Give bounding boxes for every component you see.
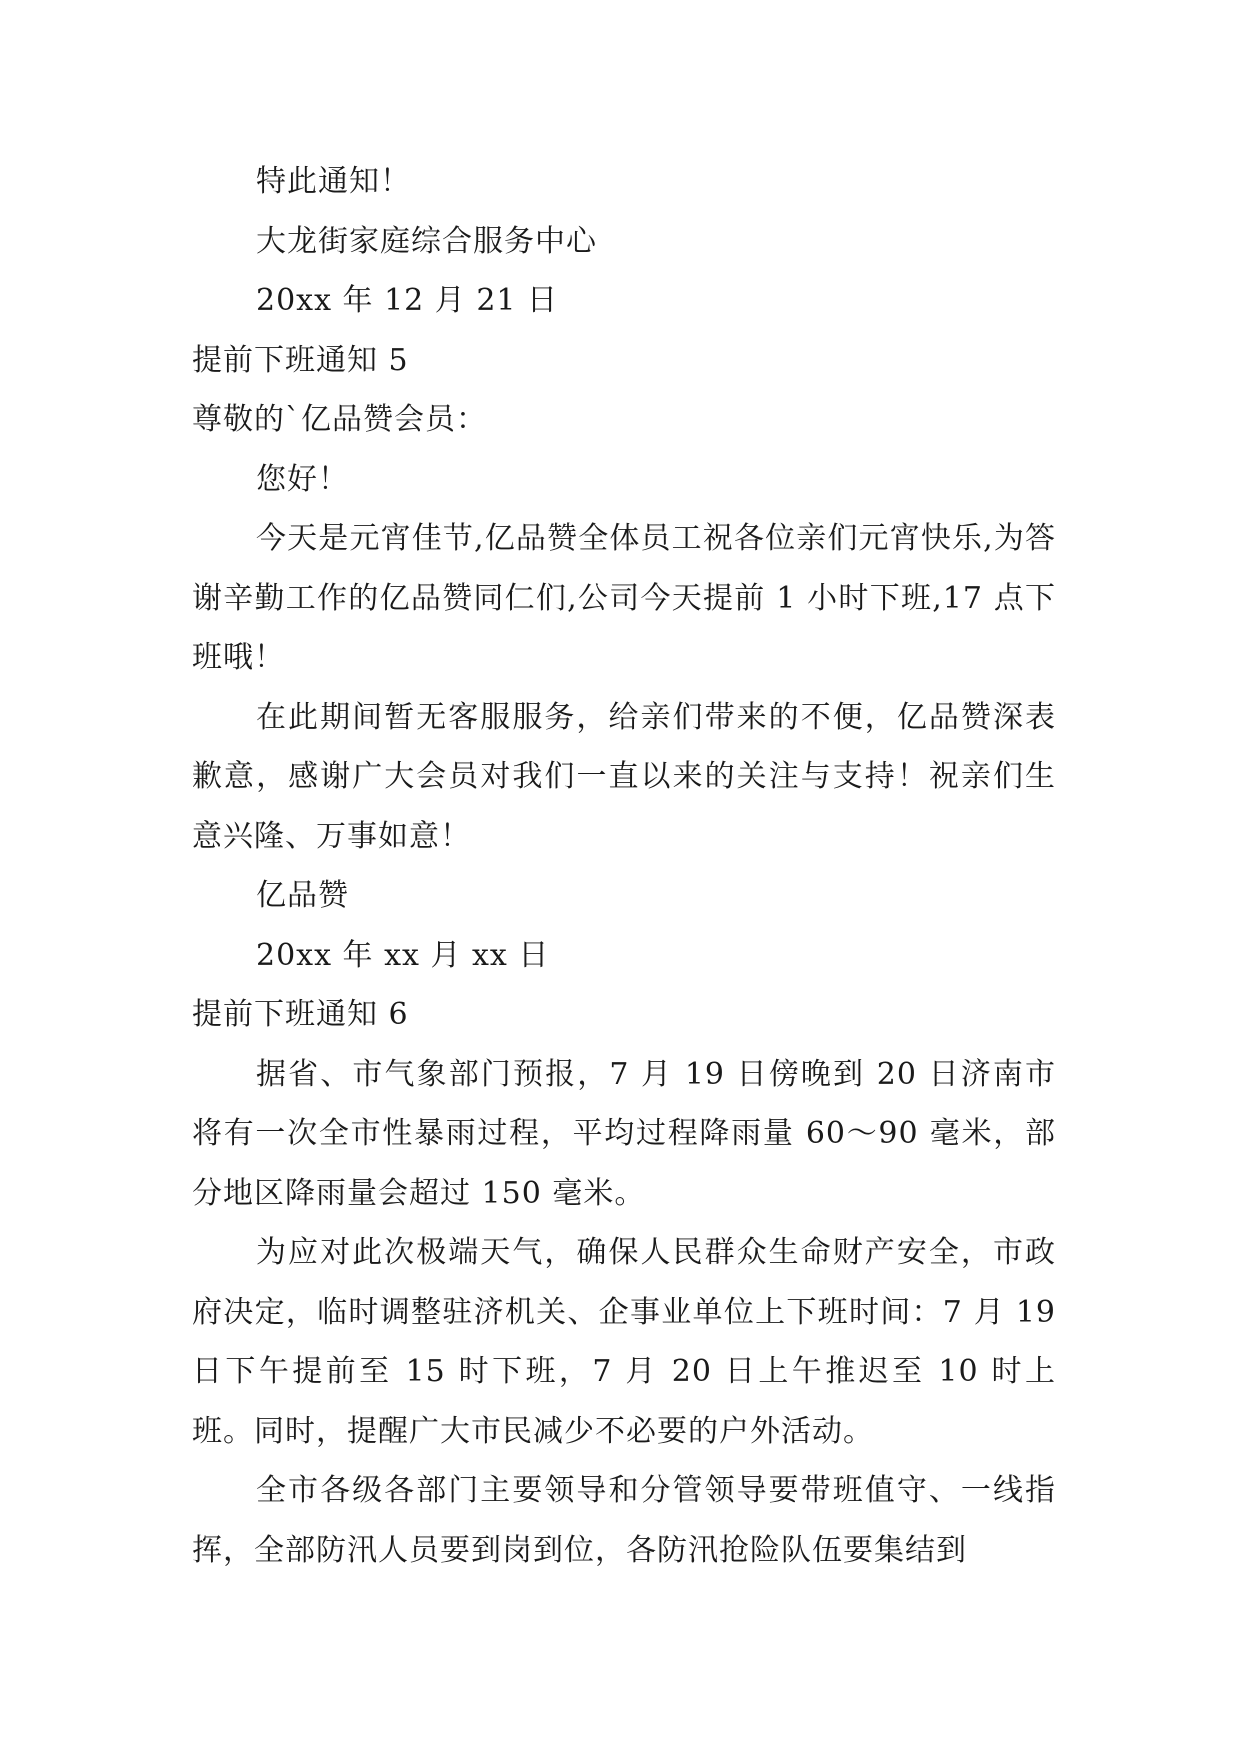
signature-date: 20xx 年 xx 月 xx 日	[256, 937, 550, 973]
signature-organization: 大龙街家庭综合服务中心	[256, 223, 597, 259]
salutation: 尊敬的`亿品赞会员：	[192, 402, 487, 437]
body-paragraph: 据省、市气象部门预报，7 月 19 日傍晚到 20 日济南市将有一次全市性暴雨过程，平均过程降雨量 60～90 毫米，部分地区降雨量会超过 150 毫米。	[192, 1056, 1056, 1211]
body-paragraph: 在此期间暂无客服服务，给亲们带来的不便，亿品赞深表歉意，感谢广大会员对我们一直以来的关注与支持！祝亲们生意兴隆、万事如意！	[192, 699, 1056, 854]
closing-notice: 特此通知！	[256, 164, 411, 199]
body-paragraph: 今天是元宵佳节,亿品赞全体员工祝各位亲们元宵快乐,为答谢辛勤工作的亿品赞同仁们,公司今天提前 1 小时下班,17 点下班哦！	[192, 521, 1056, 675]
body-paragraph: 全市各级各部门主要领导和分管领导要带班值守、一线指挥，全部防汛人员要到岗到位，各防汛抢险队伍要集结到	[192, 1473, 1056, 1568]
body-paragraph: 为应对此次极端天气，确保人民群众生命财产安全，市政府决定，临时调整驻济机关、企事业单位上下班时间：7 月 19 日下午提前至 15 时下班，7 月 20 日上午推迟至 10 时上班。同时，提醒广大市民减少不必要的户外活动。	[192, 1235, 1056, 1449]
greeting: 您好！	[256, 461, 349, 497]
section-title-6: 提前下班通知 6	[192, 997, 409, 1032]
document-body	[192, 152, 1056, 1580]
section-title-5: 提前下班通知 5	[192, 342, 409, 378]
signature-date: 20xx 年 12 月 21 日	[256, 283, 559, 318]
signature-organization: 亿品赞	[256, 878, 349, 913]
